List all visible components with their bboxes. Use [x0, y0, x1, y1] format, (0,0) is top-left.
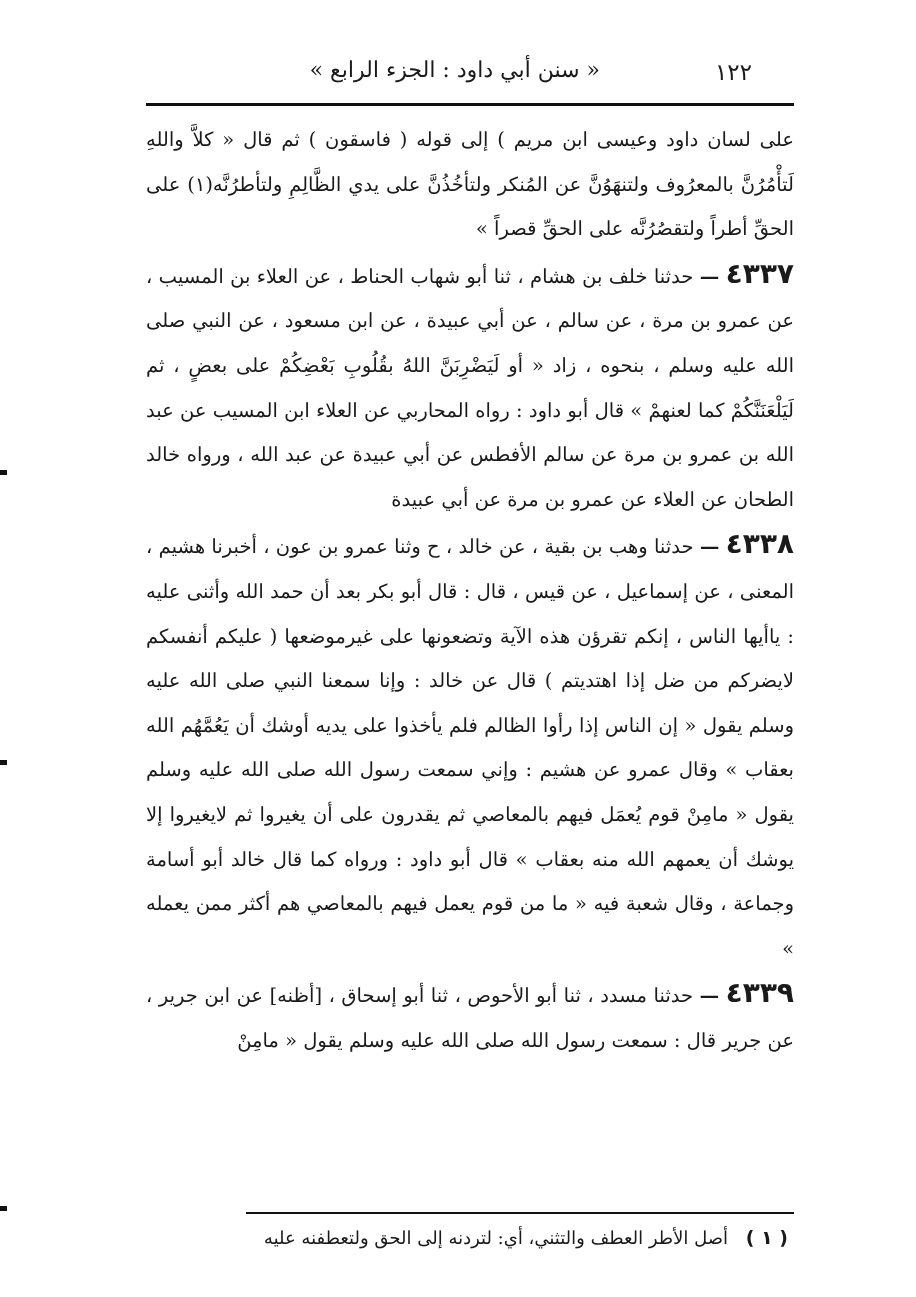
- binding-mark: [0, 760, 7, 765]
- footnote-rule: [246, 1212, 794, 1214]
- hadith-number: ٤٣٣٧: [725, 256, 795, 290]
- hadith-text: حدثنا وهب بن بقية ، عن خالد ، ح وثنا عمرو بن عون ، أخبرنا هشيم ، المعنى ، عن إسماعيل ، عن قيس ، قال : قال أبو بكر بعد أن حمد الله وأثنى عليه : ياأيها الناس ، إنكم تقرؤن هذه الآية وتضعونها على غيرموضعها ( عليكم أنفسكم لايضركم من ضل إذا اهتديتم ) قال عن خالد : وإنا سمعنا النبي صلى الله عليه وسلم يقول « إن الناس إذا رأوا الظالم فلم يأخذوا على يديه أوشك أن يَعُمَّهُم الله بعقاب » وقال عمرو عن هشيم : وإني سمعت رسول الله صلى الله عليه وسلم يقول « مامِنْ قوم يُعمَل فيهم بالمعاصي ثم يقدرون على أن يغيروا ثم لايغيروا إلا يوشك أن يعمهم الله منه بعقاب » قال أبو داود : ورواه كما قال خالد أبو أسامة وجماعة ، وقال شعبة فيه « ما من قوم يعمل فيهم بالمعاصي هم أكثر ممن يعمله »: [146, 535, 794, 960]
- hadith-dash: —: [699, 264, 720, 288]
- footnote: [146, 1222, 788, 1255]
- binding-mark: [0, 470, 7, 475]
- hadith-paragraph: [146, 252, 794, 523]
- hadith-paragraph: [146, 971, 794, 1063]
- hadith-dash: —: [699, 535, 720, 559]
- hadith-text: حدثنا خلف بن هشام ، ثنا أبو شهاب الحناط ، عن العلاء بن المسيب ، عن عمرو بن مرة ، عن سالم ، عن أبي عبيدة ، عن ابن مسعود ، عن النبي صلى الله عليه وسلم ، بنحوه ، زاد « أو لَيَضْرِبَنَّ اللهُ بقُلُوبِ بَعْضِكُمْ على بعضٍ ، ثم لَيَلْعَنَنَّكُمْ كما لعنهمْ » قال أبو داود : رواه المحاربي عن العلاء ابن المسيب عن عبد الله بن عمرو بن مرة عن سالم الأفطس عن أبي عبيدة عن عبد الله ، ورواه خالد الطحان عن العلاء عن عمرو بن مرة عن أبي عبيدة: [146, 264, 794, 511]
- header-rule: [146, 103, 794, 106]
- running-title: « سنن أبي داود : الجزء الرابع »: [309, 58, 600, 83]
- running-head: [150, 50, 790, 96]
- page-number: ١٢٢: [714, 60, 752, 86]
- intro-paragraph: [146, 118, 794, 252]
- main-text: [146, 118, 794, 1063]
- binding-mark: [0, 1206, 7, 1211]
- hadith-number: ٤٣٣٨: [725, 527, 794, 561]
- hadith-dash: —: [699, 984, 720, 1008]
- hadith-number: ٤٣٣٩: [725, 976, 794, 1010]
- hadith-text: حدثنا مسدد ، ثنا أبو الأحوص ، ثنا أبو إسحاق ، [أظنه] عن ابن جرير ، عن جرير قال : سمعت رسول الله صلى الله عليه وسلم يقول « مامِنْ: [146, 984, 794, 1052]
- footnote-marker: ( ١ ): [745, 1227, 788, 1249]
- footnote-text: أصل الأطر العطف والتثني، أي: لتردنه إلى الحق ولتعطفنه عليه: [263, 1228, 729, 1249]
- hadith-paragraph: [146, 522, 794, 971]
- intro-text: على لسان داود وعيسى ابن مريم ) إلى قوله ( فاسقون ) ثم قال « كلاَّ واللهِ لَتأْمُرُنَّ بالمعرُوف ولتنهَوُنَّ عن المُنكر ولتأخُذُنَّ على يدي الظَّالِمِ ولتأطرُنَّه(١) على الحقِّ أطراً ولتقصُرُنَّه على الحقِّ قصراً »: [146, 128, 794, 241]
